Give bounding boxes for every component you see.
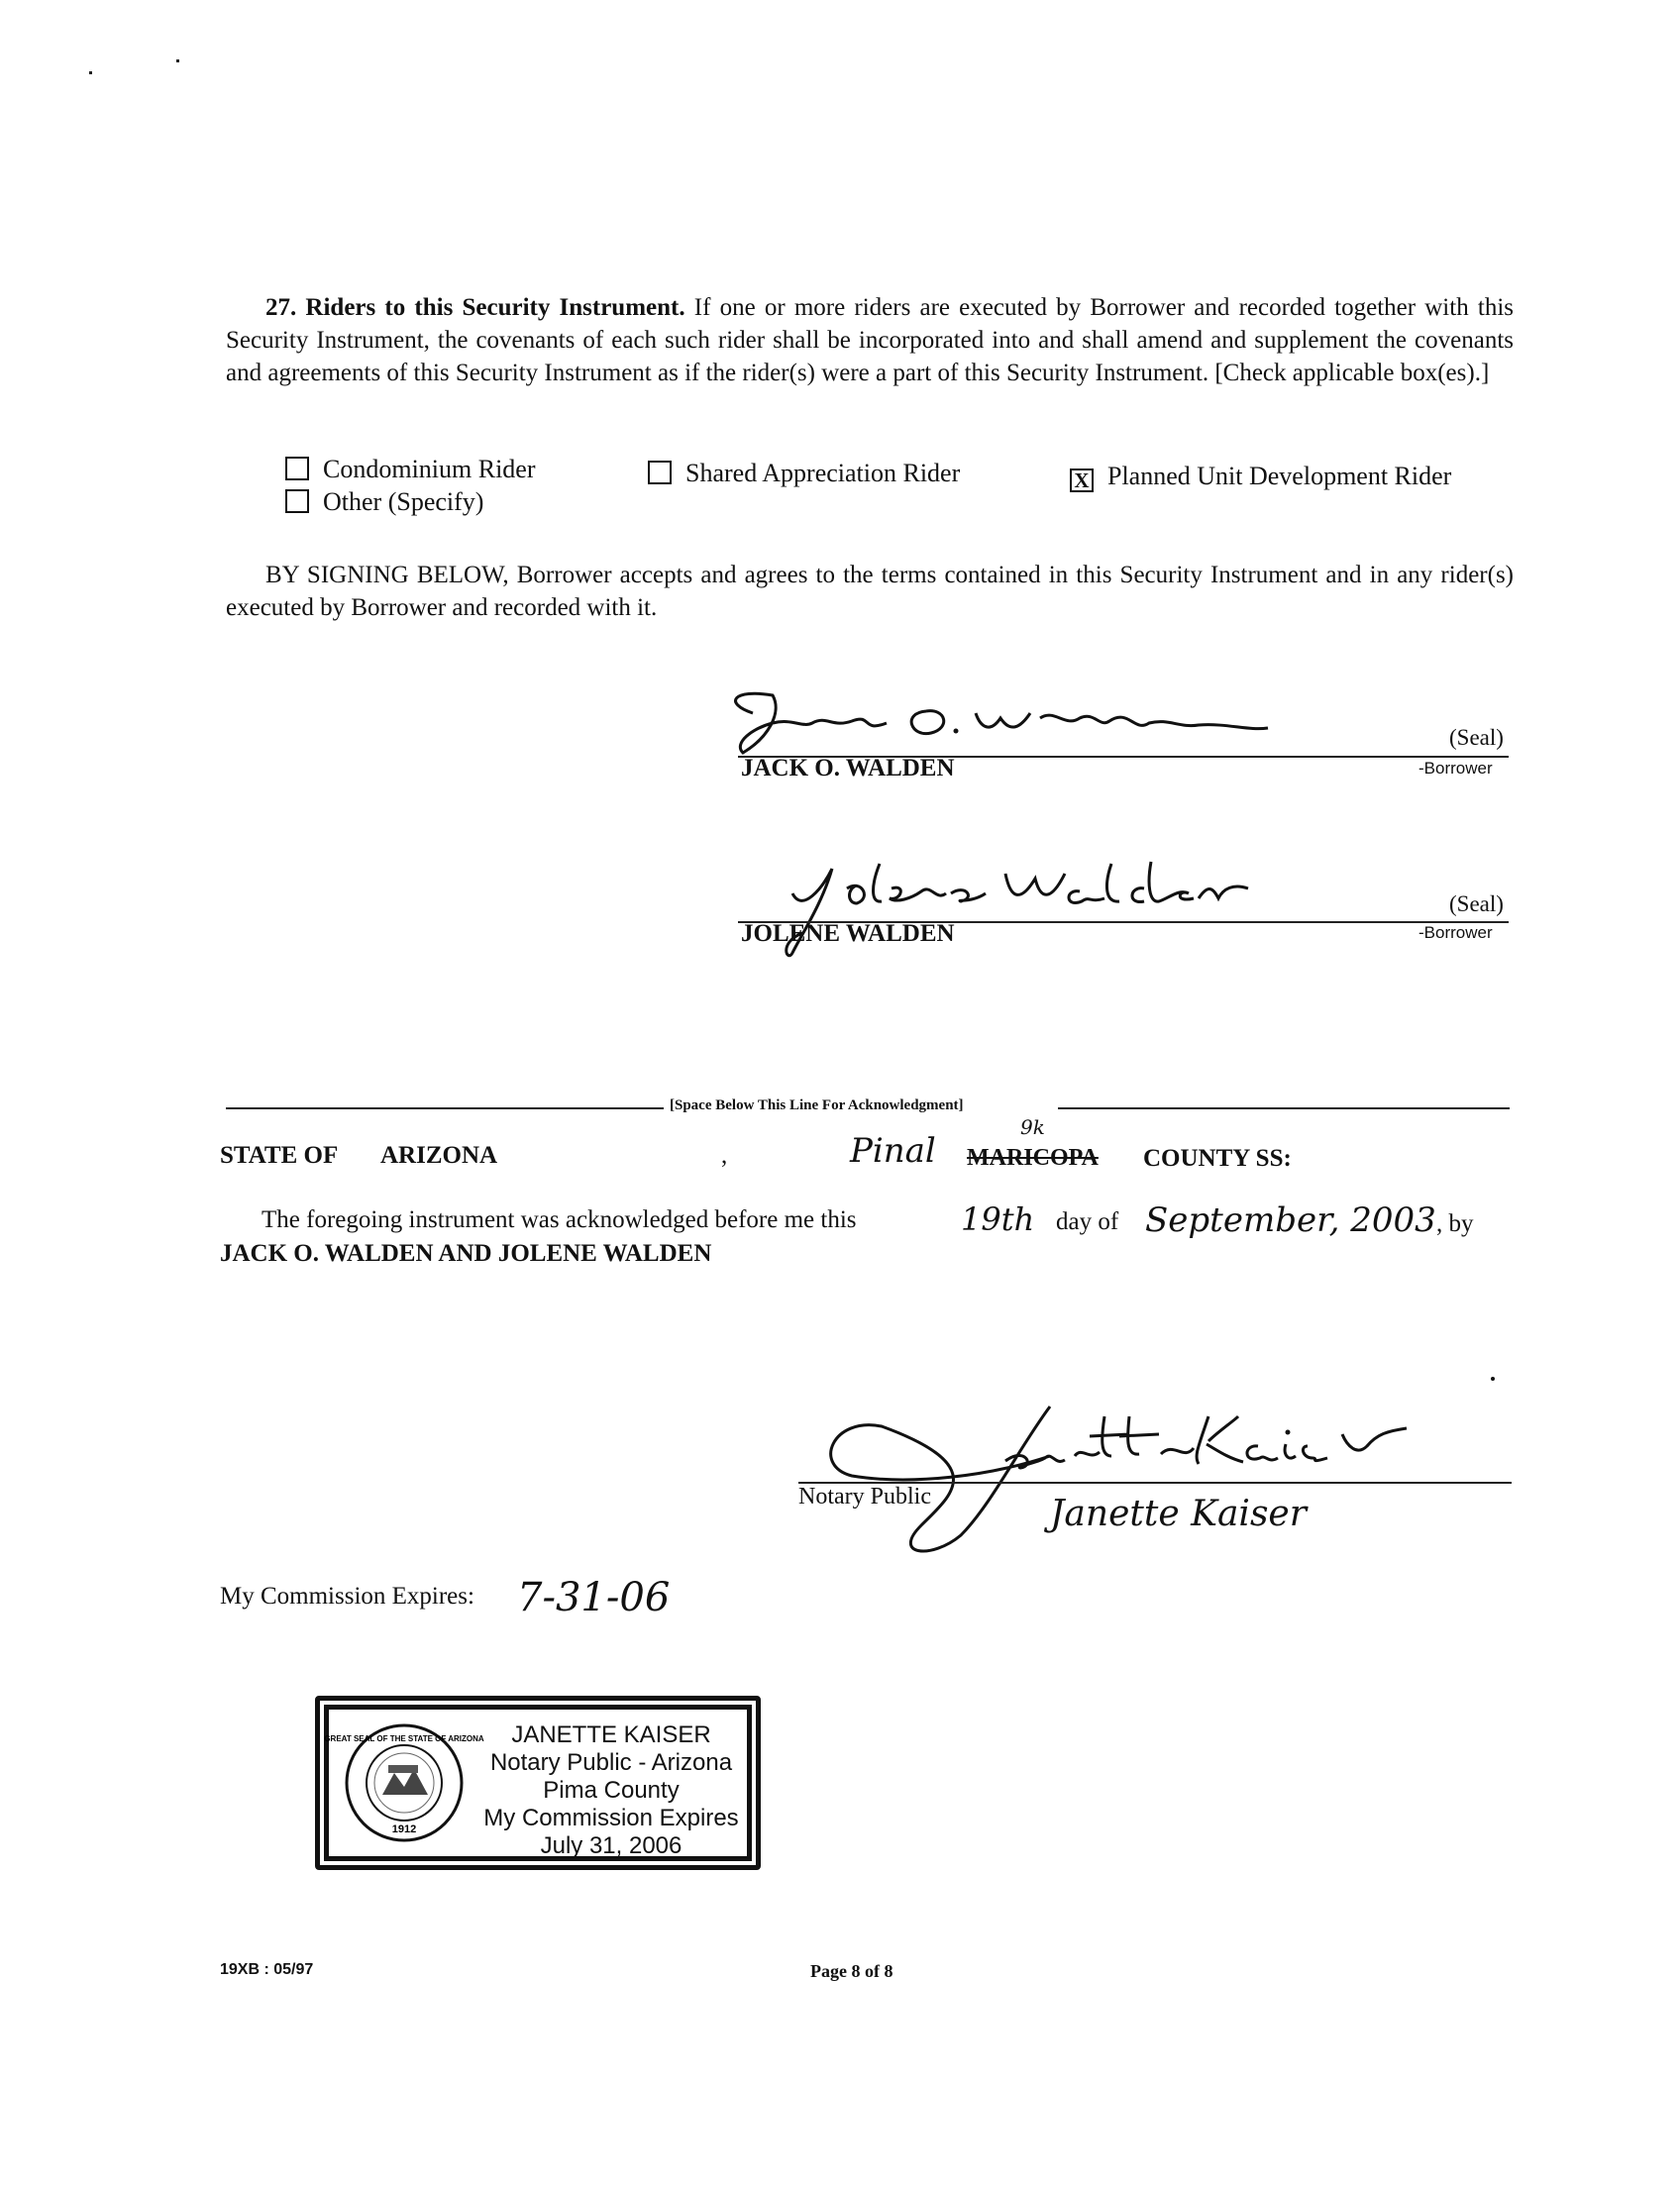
form-code: 19XB : 05/97 (220, 1961, 314, 1978)
ack-parties: JACK O. WALDEN AND JOLENE WALDEN (220, 1240, 712, 1267)
borrower-1-signature (713, 683, 1308, 763)
borrower-1-name: JACK O. WALDEN (741, 755, 955, 781)
rider-other[interactable] (285, 487, 483, 517)
seal-year: 1912 (391, 1823, 417, 1835)
county-suffix: COUNTY SS: (1143, 1145, 1292, 1172)
borrower-1-role: -Borrower (1418, 759, 1493, 778)
notary-printed-name: Janette Kaiser (1050, 1494, 1307, 1534)
borrower-1-seal: (Seal) (1449, 725, 1504, 750)
checkbox-checked[interactable]: X (1070, 469, 1094, 492)
stamp-line-2: Notary Public - Arizona (489, 1749, 733, 1776)
scan-speck (89, 71, 92, 74)
county-struck: MARICOPA (967, 1145, 1099, 1171)
borrower-2-role: -Borrower (1418, 923, 1493, 942)
rider-label: Condominium Rider (323, 455, 536, 483)
section-body: If one or more riders are executed by Borrower and recorded together with this Security Instrument, the covenants of each such rider shall be incorporated into and shall amend and supplement the covenants and agreements of this Security Instrument as if the rider(s) were a part of this Security Instrument. [Check applicable box(es).] (226, 294, 1514, 386)
notary-stamp (315, 1696, 761, 1870)
ack-day: 19th (961, 1200, 1035, 1238)
commission-date: 7-31-06 (517, 1575, 671, 1620)
borrower-2-name: JOLENE WALDEN (741, 920, 955, 947)
section-heading: Riders to this Security Instrument. (305, 294, 685, 321)
rider-label: Planned Unit Development Rider (1107, 462, 1452, 490)
stamp-line-1: JANETTE KAISER (511, 1721, 711, 1748)
stamp-lines (477, 1721, 745, 1860)
stamp-line-4: My Commission Expires (483, 1805, 739, 1831)
stamp-line-3: Pima County (543, 1777, 680, 1804)
section-27-paragraph (226, 291, 1514, 389)
county-handwritten: Pinal (850, 1131, 936, 1171)
state-label: STATE OF (220, 1142, 339, 1169)
svg-text:GREAT SEAL OF THE STATE OF ARI: GREAT SEAL OF THE STATE OF ARIZONA (324, 1734, 484, 1743)
ack-by: , by (1436, 1210, 1474, 1237)
rider-planned-unit-development[interactable] (1070, 462, 1451, 492)
signing-statement (226, 559, 1514, 624)
arizona-state-seal-icon (324, 1721, 484, 1844)
state-comma: , (721, 1142, 728, 1169)
rider-label: Other (Specify) (323, 487, 484, 516)
notary-label: Notary Public (798, 1484, 931, 1510)
checkbox[interactable] (285, 457, 309, 480)
rider-label: Shared Appreciation Rider (685, 459, 961, 487)
page-number: Page 8 of 8 (810, 1961, 893, 1981)
scan-speck (176, 59, 179, 62)
section-number: 27. (265, 294, 297, 321)
county-insert: 9k (1020, 1115, 1045, 1139)
borrower-2-seal: (Seal) (1449, 891, 1504, 916)
divider-right (1058, 1107, 1510, 1109)
stray-dot (1491, 1377, 1495, 1381)
notary-signature (792, 1387, 1426, 1565)
divider-left (226, 1107, 664, 1109)
rider-shared-appreciation[interactable] (648, 459, 960, 488)
signing-statement-text: BY SIGNING BELOW, Borrower accepts and agrees to the terms contained in this Security Instrument and in any rider(s) executed by Borrower and recorded with it. (226, 562, 1514, 621)
ack-month-year: September, 2003 (1145, 1200, 1436, 1240)
stamp-line-5: July 31, 2006 (540, 1832, 682, 1859)
acknowledgment-text: The foregoing instrument was acknowledged before me this (262, 1206, 857, 1233)
state-value: ARIZONA (380, 1142, 498, 1169)
checkbox[interactable] (648, 461, 672, 484)
checkbox[interactable] (285, 489, 309, 513)
rider-condominium[interactable] (285, 455, 536, 484)
acknowledgment-divider-text: [Space Below This Line For Acknowledgment] (670, 1097, 964, 1113)
ack-day-of: day of (1056, 1208, 1119, 1235)
commission-label: My Commission Expires: (220, 1583, 474, 1610)
